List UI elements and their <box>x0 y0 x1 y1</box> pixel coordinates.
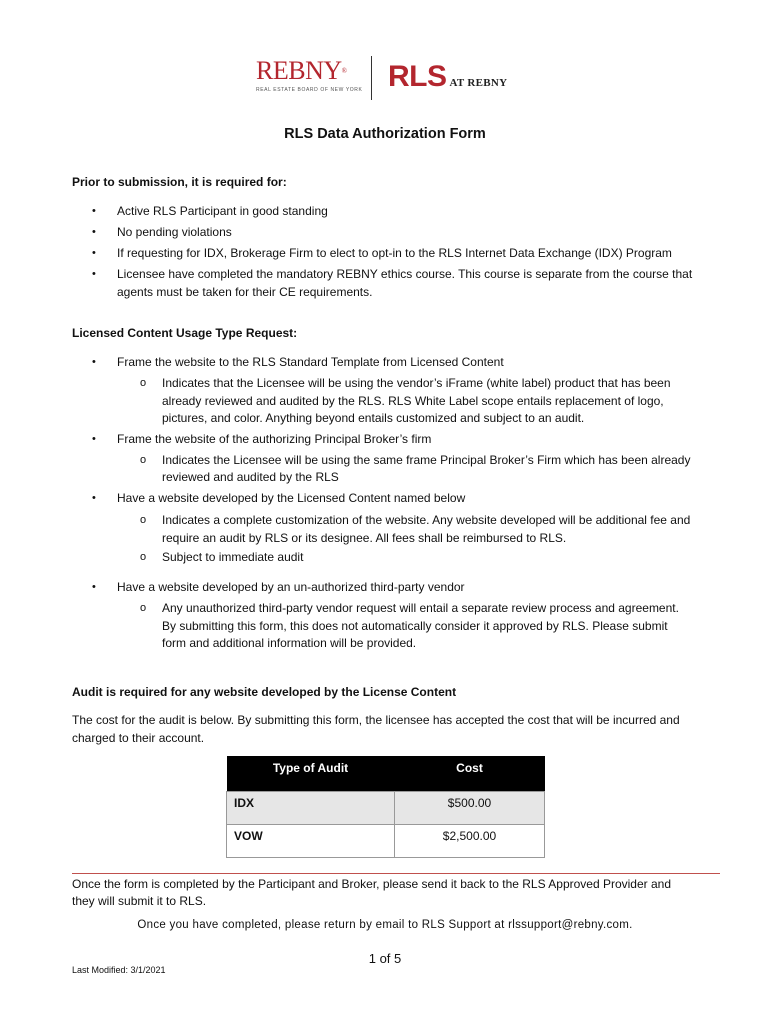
logo-divider <box>371 56 372 100</box>
usage-option-detail: Any unauthorized third-party vendor request will entail a separate review process and agreement. <box>162 601 679 615</box>
table-header-cost: Cost <box>395 756 545 792</box>
usage-option-label: Frame the website of the authorizing Principal Broker’s firm <box>117 432 432 446</box>
table-header-row <box>227 756 545 792</box>
section-divider <box>72 873 720 874</box>
bullet-marker: • <box>92 581 96 593</box>
bullet-marker: • <box>92 268 96 280</box>
rebny-logo-tagline: REAL ESTATE BOARD OF NEW YORK <box>256 87 363 93</box>
sub-marker: o <box>140 551 147 563</box>
rls-logo-word: RLS <box>388 60 447 93</box>
audit-cost-table <box>226 756 545 858</box>
sub-marker: o <box>140 377 147 389</box>
bullet-marker: • <box>92 247 96 259</box>
bullet-marker: • <box>92 433 96 445</box>
form-title: RLS Data Authorization Form <box>284 126 486 142</box>
usage-option-detail: Indicates the Licensee will be using the same frame Principal Broker’s Firm which has been already <box>162 453 691 467</box>
prereq-item: Active RLS Participant in good standing <box>117 204 328 218</box>
usage-option-detail: pictures, and color. Anything beyond entails customized and subject to an audit. <box>162 411 585 425</box>
audit-text: The cost for the audit is below. By submitting this form, the licensee has accepted the cost that will be incurred and <box>72 713 680 727</box>
footer-instruction-continued: they will submit it to RLS. <box>72 894 207 908</box>
usage-option-label: Have a website developed by the Licensed Content named below <box>117 491 466 505</box>
prereq-item: No pending violations <box>117 225 232 239</box>
prereq-item: If requesting for IDX, Brokerage Firm to elect to opt-in to the RLS Internet Data Exchange (IDX) Program <box>117 246 672 260</box>
audit-type-cell: VOW <box>227 825 395 858</box>
rebny-logo <box>256 56 363 98</box>
usage-heading: Licensed Content Usage Type Request: <box>72 326 298 340</box>
usage-option-detail: Indicates that the Licensee will be using the vendor’s iFrame (white label) product that has been <box>162 376 671 390</box>
usage-option-label: Frame the website to the RLS Standard Template from Licensed Content <box>117 355 504 369</box>
usage-option-detail: Subject to immediate audit <box>162 550 304 564</box>
bullet-marker: • <box>92 226 96 238</box>
return-email-note: Once you have completed, please return by email to RLS Support at rlssupport@rebny.com. <box>137 919 633 931</box>
rls-logo-suffix: AT REBNY <box>449 77 508 89</box>
page-number: 1 of 5 <box>368 951 402 966</box>
audit-type-cell: IDX <box>227 792 395 825</box>
rebny-logo-word: REBNY® <box>256 56 347 85</box>
usage-option-detail: require an audit by RLS or its designee. All fees shall be reimbursed to RLS. <box>162 531 567 545</box>
bullet-marker: • <box>92 356 96 368</box>
usage-option-detail: form and additional information will be provided. <box>162 636 417 650</box>
audit-heading: Audit is required for any website developed by the License Content <box>72 685 457 699</box>
audit-text-continued: charged to their account. <box>72 731 205 745</box>
prereq-item-continued: agents must be taken for their CE requirements. <box>117 285 373 299</box>
table-header-type: Type of Audit <box>227 756 395 792</box>
table-row <box>227 792 545 825</box>
usage-option-detail: already reviewed and audited by the RLS. RLS White Label scope entails replacement of logo, <box>162 394 664 408</box>
prereq-item: Licensee have completed the mandatory REBNY ethics course. This course is separate from the course that <box>117 267 693 281</box>
bullet-marker: • <box>92 205 96 217</box>
usage-option-detail: By submitting this form, this does not automatically consider it approved by RLS. Please submit <box>162 619 668 633</box>
prereq-heading: Prior to submission, it is required for: <box>72 175 287 189</box>
footer-instruction: Once the form is completed by the Participant and Broker, please send it back to the RLS Approved Provider and <box>72 877 672 891</box>
audit-cost-cell: $500.00 <box>395 792 545 825</box>
usage-option-label: Have a website developed by an un-authorized third-party vendor <box>117 580 465 594</box>
sub-marker: o <box>140 602 147 614</box>
audit-cost-cell: $2,500.00 <box>395 825 545 858</box>
usage-option-detail: Indicates a complete customization of the website. Any website developed will be additional fee and <box>162 513 691 527</box>
sub-marker: o <box>140 454 147 466</box>
table-row <box>227 825 545 858</box>
usage-option-detail: reviewed and audited by the RLS <box>162 470 339 484</box>
rls-logo <box>388 60 507 94</box>
bullet-marker: • <box>92 492 96 504</box>
sub-marker: o <box>140 514 147 526</box>
last-modified: Last Modified: 3/1/2021 <box>72 965 166 975</box>
